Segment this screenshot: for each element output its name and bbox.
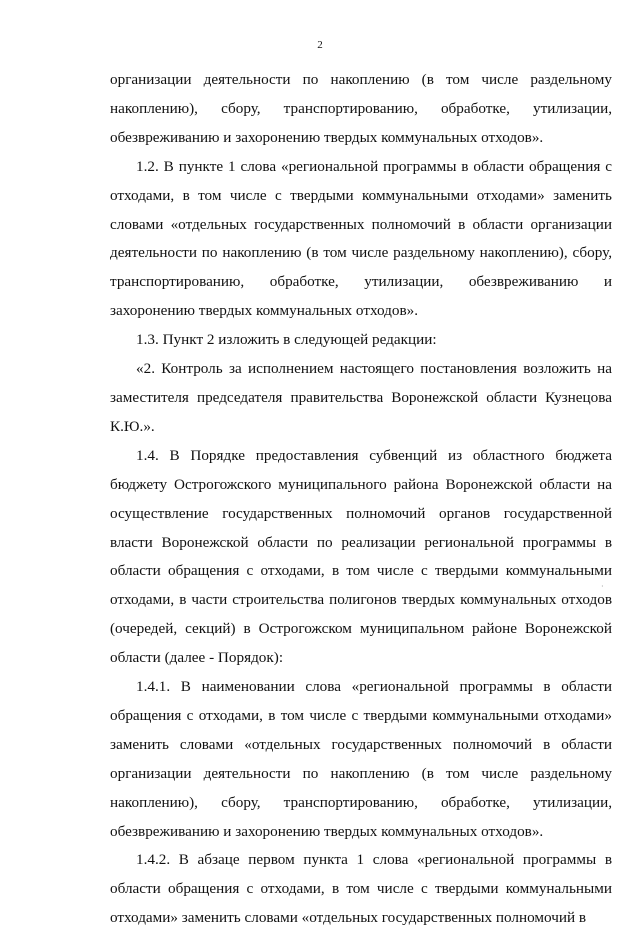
page-number: 2 — [317, 39, 323, 51]
paragraph-1-4-2: 1.4.2. В абзаце первом пункта 1 слова «региональной программы в области обращения с отходами, в том числе с твердыми коммунальными отходами» заменить словами «отдельных государственных полномочий в — [110, 851, 612, 927]
paragraph-1-4-1: 1.4.1. В наименовании слова «региональной программы в области обращения с отходами, в том числе с твердыми коммунальными отходами» заменить словами «отдельных государственных полномочий в области организации деятельности по накоплению (в том числе раздельному накоплению), сбору, транспортированию, обработке, утилизации, обезвреживанию и захоронению твердых коммунальных отходов». — [110, 678, 612, 840]
paragraph-1-3: 1.3. Пункт 2 изложить в следующей редакции: — [136, 331, 437, 349]
paragraph-continuation: организации деятельности по накоплению (в том числе раздельному накоплению), сбору, транспортированию, обработке, утилизации, обезвреживанию и захоронению твердых коммунальных отходов». — [110, 71, 612, 146]
paragraph-quote-2: «2. Контроль за исполнением настоящего постановления возложить на заместителя председателя правительства Воронежской области Кузнецова К.Ю.». — [110, 360, 612, 435]
paragraph-1-4: 1.4. В Порядке предоставления субвенций из областного бюджета бюджету Острогожского муниципального района Воронежской области на осуществление государственных полномочий органов государственной власти Воронежской области по реализации региональной программы в области обращения с отходами, в том числе с твердыми коммунальными отходами, в части строительства полигонов твердых коммунальных отходов (очередей, секций) в Острогожском муниципальном районе Воронежской области (далее - Порядок): — [110, 446, 612, 667]
paragraph-1-2: 1.2. В пункте 1 слова «региональной программы в области обращения с отходами, в том числе с твердыми коммунальными отходами» заменить словами «отдельных государственных полномочий в области организации деятельности по накоплению (в том числе раздельному накоплению), сбору, транспортированию, обработке, утилизации, обезвреживанию и захоронению твердых коммунальных отходов». — [110, 157, 612, 320]
document-body — [110, 66, 612, 933]
scan-speck: · — [601, 582, 604, 591]
